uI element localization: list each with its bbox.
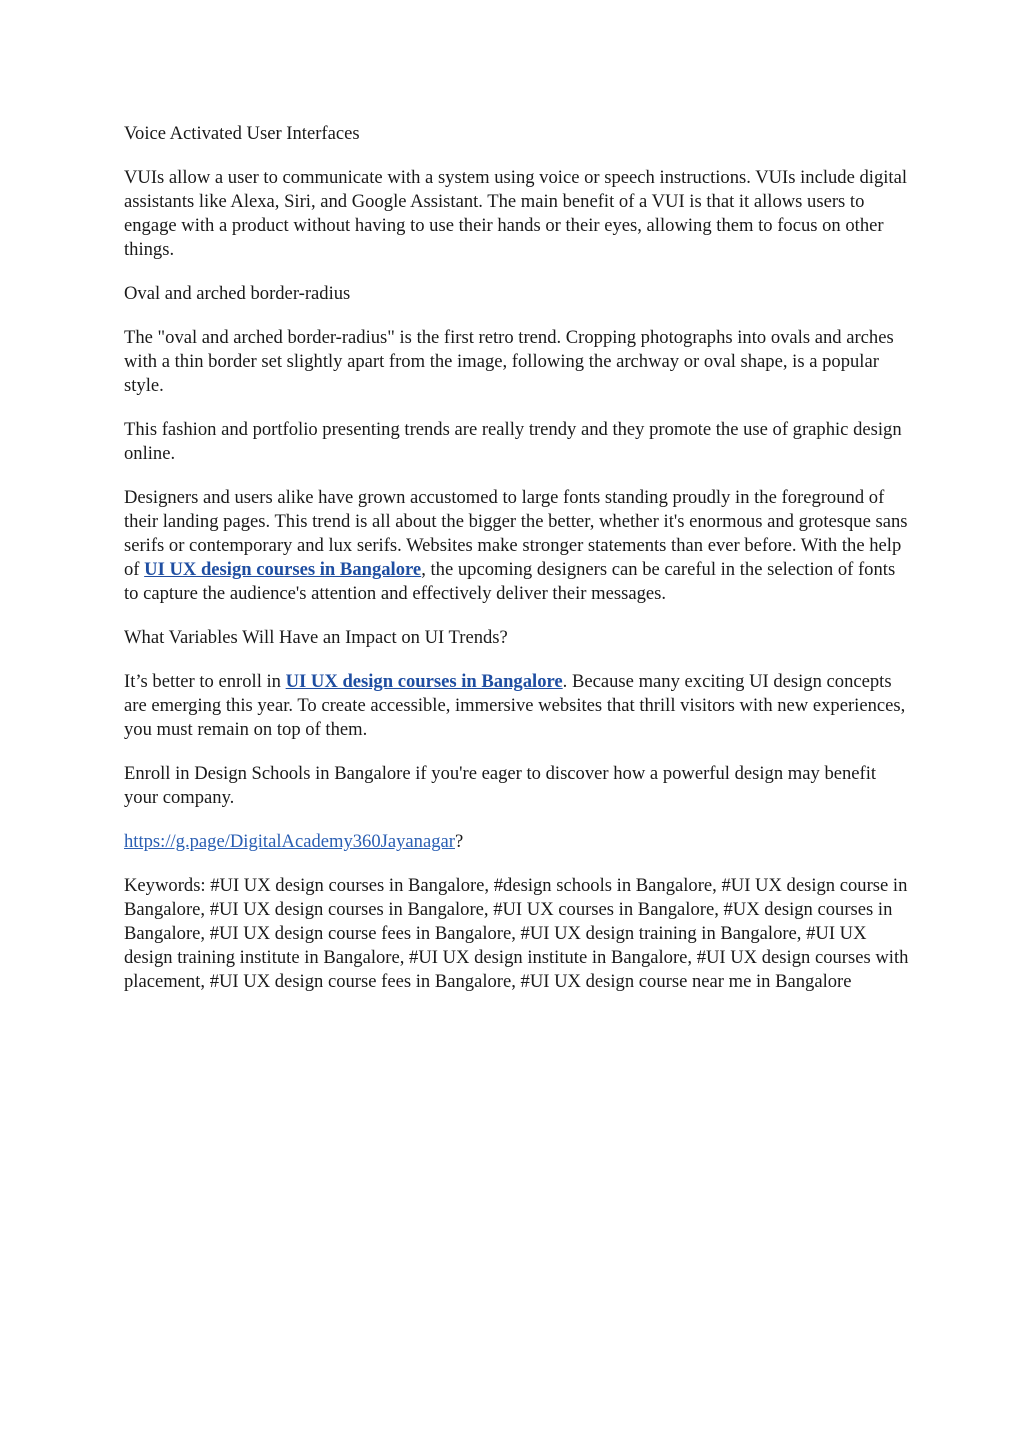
paragraph-oval: The "oval and arched border-radius" is the first retro trend. Cropping photographs into ovals and arches with a thin border set slightly apart from the image, following the archway or oval shape, is a popular style. xyxy=(124,327,894,396)
paragraph-vui: VUIs allow a user to communicate with a system using voice or speech instructions. VUIs include digital assistants like Alexa, Siri, and Google Assistant. The main benefit of a VUI is that it allows users to engage with a product without having to use their hands or their eyes, allowing them to focus on other things. xyxy=(124,167,908,260)
paragraph-enroll-text-after: . Because many exciting UI design concepts are emerging this year. To create accessible, immersive websites that thrill visitors with new experiences, you must remain on top of them. xyxy=(124,671,906,740)
paragraph-enroll-text-before: It’s better to enroll in xyxy=(124,671,286,692)
course-link[interactable]: UI UX design courses in Bangalore xyxy=(144,559,422,580)
heading-oval-arched: Oval and arched border-radius xyxy=(124,283,351,304)
paragraph-url xyxy=(124,830,914,854)
paragraph-schools: Enroll in Design Schools in Bangalore if you're eager to discover how a powerful design may benefit your company. xyxy=(124,763,877,808)
paragraph-fonts-text-after: , the upcoming designers can be careful in the selection of fonts to capture the audience's attention and effectively deliver their messages. xyxy=(124,559,896,604)
heading-voice-activated: Voice Activated User Interfaces xyxy=(124,123,360,144)
paragraph-fashion: This fashion and portfolio presenting trends are really trendy and they promote the use of graphic design online. xyxy=(124,419,902,464)
paragraph-fonts xyxy=(124,486,914,606)
heading-variables: What Variables Will Have an Impact on UI Trends? xyxy=(124,627,508,648)
academy-url-link[interactable]: https://g.page/DigitalAcademy360Jayanagar xyxy=(124,831,455,852)
paragraph-fonts-text-before: Designers and users alike have grown accustomed to large fonts standing proudly in the foreground of their landing pages. This trend is all about the bigger the better, whether it's enormous and grotesque sans serifs or contemporary and lux serifs. Websites make stronger statements than ever before. With the help of xyxy=(124,487,908,580)
course-link-2[interactable]: UI UX design courses in Bangalore xyxy=(285,671,563,692)
url-suffix: ? xyxy=(454,831,464,852)
document-body xyxy=(124,122,914,1014)
paragraph-enroll xyxy=(124,670,914,742)
paragraph-keywords: Keywords: #UI UX design courses in Bangalore, #design schools in Bangalore, #UI UX design course in Bangalore, #UI UX design courses in Bangalore, #UI UX courses in Bangalore, #UX design courses in Bangalore, #UI UX design course fees in Bangalore, #UI UX design training in Bangalore, #UI UX design training institute in Bangalore, #UI UX design institute in Bangalore, #UI UX design courses with placement, #UI UX design course fees in Bangalore, #UI UX design course near me in Bangalore xyxy=(124,875,909,992)
